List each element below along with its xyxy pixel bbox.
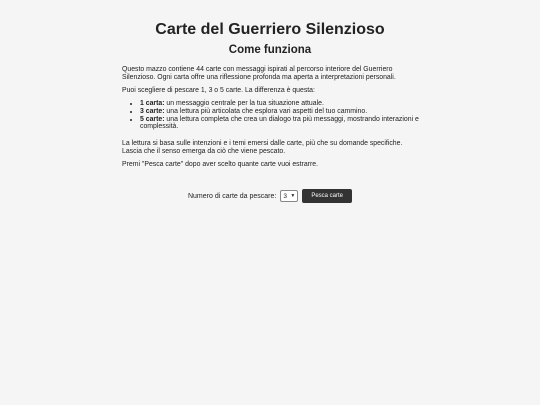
reading-paragraph: La lettura si basa sulle intenzioni e i temi emersi dalle carte, più che su domande specifiche. Lascia che il senso emerga da ciò che viene pescato.	[122, 140, 403, 156]
option-label: 3 carte:	[140, 107, 165, 115]
options-list	[122, 100, 420, 131]
option-text: una lettura più articolata che esplora vari aspetti del tuo cammino.	[164, 107, 368, 115]
card-count-value: 3	[283, 192, 287, 200]
section-heading: Come funziona	[228, 44, 312, 56]
draw-cards-button[interactable]: Pesca carte	[302, 189, 352, 203]
instruction-paragraph: Premi "Pesca carte" dopo aver scelto quante carte vuoi estrarre.	[122, 161, 319, 168]
card-count-label: Numero di carte da pescare:	[187, 192, 277, 200]
option-text: un messaggio centrale per la tua situazione attuale.	[164, 100, 324, 107]
intro-paragraph: Questo mazzo contiene 44 carte con messaggi ispirati al percorso interiore del Guerriero Silenzioso. Ogni carta offre una riflessione profonda ma aperta a interpretazioni personali.	[122, 66, 396, 82]
list-item	[140, 116, 420, 132]
list-item	[140, 108, 420, 116]
option-text: una lettura completa che crea un dialogo tra più messaggi, mostrando interazioni e complessità.	[140, 115, 419, 131]
draw-controls	[0, 188, 540, 204]
card-count-select[interactable]	[280, 190, 298, 202]
page-title: Carte del Guerriero Silenzioso	[155, 21, 385, 38]
choice-paragraph: Puoi scegliere di pescare 1, 3 o 5 carte. La differenza è questa:	[122, 87, 315, 94]
option-label: 5 carte:	[140, 115, 165, 123]
chevron-down-icon: ▼	[290, 193, 296, 199]
option-label: 1 carta:	[140, 100, 165, 107]
list-item	[140, 100, 420, 108]
